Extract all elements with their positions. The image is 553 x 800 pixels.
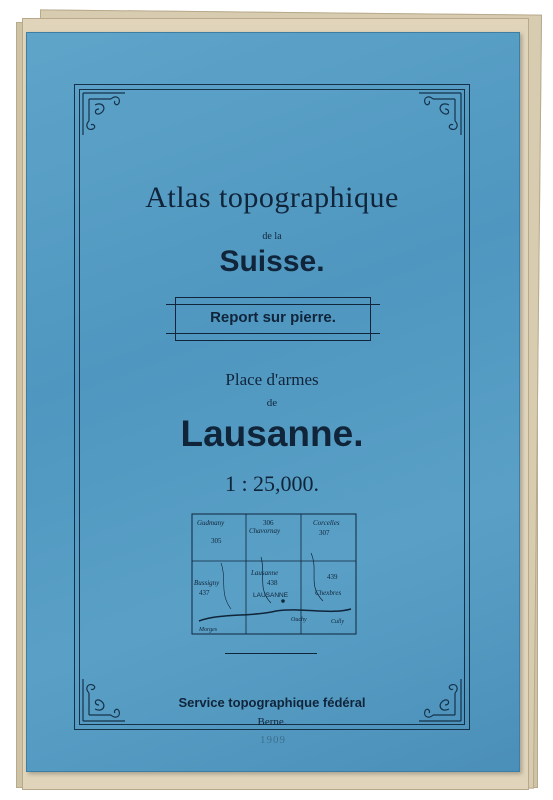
publication-year: 1909 <box>260 734 286 746</box>
report-label: Report sur pierre. <box>210 309 336 326</box>
sheet-index-map <box>191 513 357 635</box>
place-name: LAUSANNE <box>253 592 289 599</box>
divider-rule <box>225 653 317 654</box>
corner-ornament-icon <box>417 91 463 137</box>
box-rule <box>166 304 380 305</box>
publisher-city: Berne. <box>257 716 287 728</box>
sheet-number: 438 <box>267 579 278 587</box>
atlas-title: Atlas topographique <box>145 181 399 214</box>
sheet-label: Corcelles <box>313 519 340 527</box>
sheet-number: 437 <box>199 589 210 597</box>
de-text: de <box>266 397 278 409</box>
place-name: Cully <box>331 619 344 625</box>
place-label: Place d'armes <box>225 370 319 389</box>
sheet-number: 306 <box>263 519 274 527</box>
country-title: Suisse. <box>219 245 325 278</box>
sheet-number: 439 <box>327 573 338 581</box>
sheet-number: 305 <box>211 537 222 545</box>
sheet-label: Chexbres <box>315 589 342 597</box>
publisher-name: Service topographique fédéral <box>178 695 366 710</box>
place-name: Morges <box>199 627 218 633</box>
sheet-label: Chavornay <box>249 527 281 535</box>
atlas-cover <box>26 32 520 772</box>
report-label-box <box>175 297 371 341</box>
sheet-label: Lausanne <box>251 569 279 577</box>
cover-frame <box>74 84 470 730</box>
city-title: Lausanne. <box>180 413 364 454</box>
de-la-text: de la <box>262 231 282 242</box>
box-rule <box>166 333 380 334</box>
corner-ornament-icon <box>81 91 127 137</box>
map-scale: 1 : 25,000. <box>224 471 320 496</box>
place-name: Ouchy <box>291 617 307 623</box>
sheet-label: Bussigny <box>194 579 220 587</box>
sheet-number: 307 <box>319 529 330 537</box>
sheet-label: Gudmany <box>197 519 225 527</box>
